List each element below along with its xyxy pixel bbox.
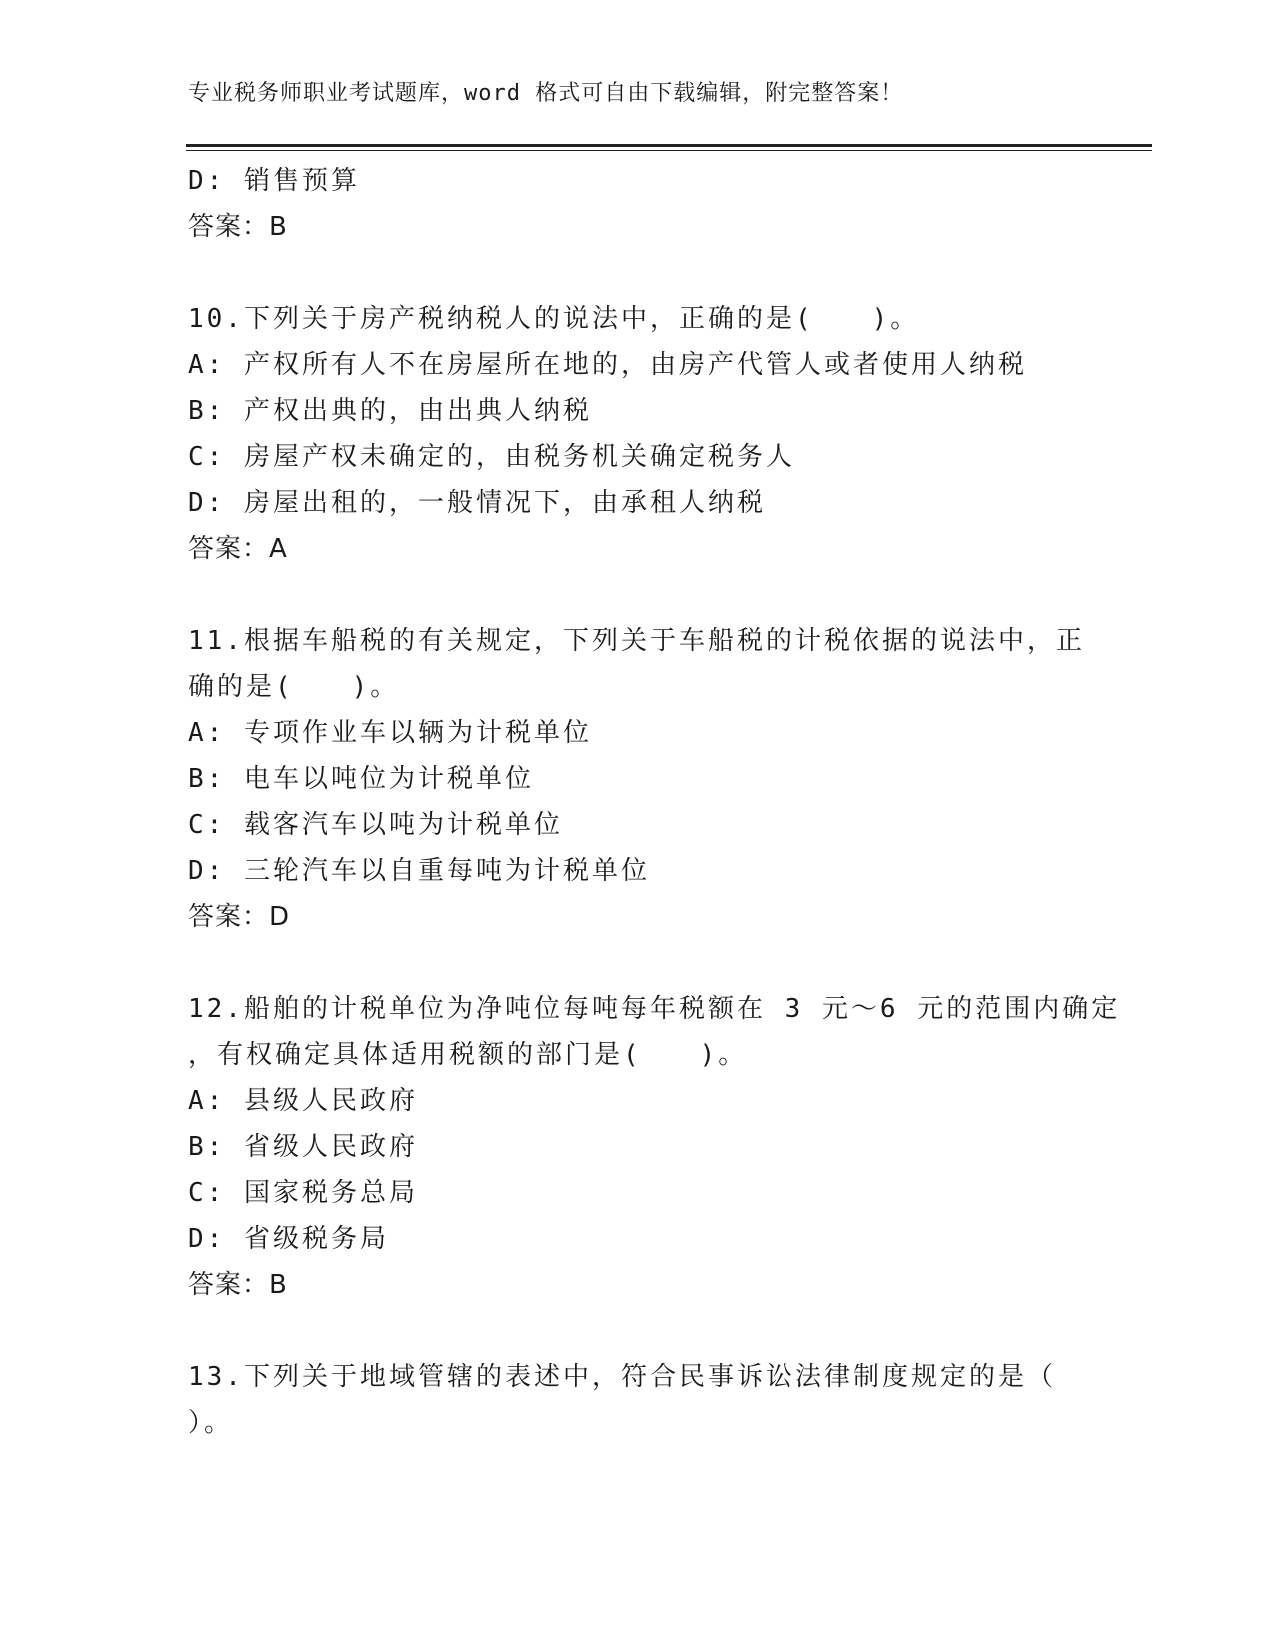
page-header: 专业税务师职业考试题库，word 格式可自由下载编辑，附完整答案！ (188, 81, 904, 106)
question-11 (188, 618, 1088, 940)
prev-option-d: D: 销售预算 (188, 166, 360, 196)
question-stem: 13.下列关于地域管辖的表述中，符合民事诉讼法律制度规定的是（ (188, 1362, 1056, 1392)
header-rule-thick (186, 144, 1152, 147)
question-12 (188, 986, 1121, 1308)
spacer (188, 250, 1088, 296)
option-a: A: 县级人民政府 (188, 1086, 418, 1116)
option-c: C: 国家税务总局 (188, 1178, 418, 1208)
question-stem: 10.下列关于房产税纳税人的说法中，正确的是( )。 (188, 304, 920, 334)
answer: 答案：A (188, 534, 288, 564)
answer: 答案：B (188, 1270, 288, 1300)
question-stem: 11.根据车船税的有关规定，下列关于车船税的计税依据的说法中，正 (188, 626, 1085, 656)
option-d: D: 房屋出租的，一般情况下，由承租人纳税 (188, 488, 766, 518)
option-a: A: 专项作业车以辆为计税单位 (188, 718, 592, 748)
option-b: B: 省级人民政府 (188, 1132, 418, 1162)
answer: 答案：D (188, 902, 291, 932)
spacer (188, 940, 1088, 986)
option-d: D: 三轮汽车以自重每吨为计税单位 (188, 856, 650, 886)
question-10 (188, 296, 1088, 572)
question-content (188, 158, 1121, 1446)
option-d: D: 省级税务局 (188, 1224, 389, 1254)
question-stem-cont: ）。 (188, 1408, 234, 1438)
question-stem-cont: ，有权确定具体适用税额的部门是( )。 (188, 1040, 748, 1070)
option-c: C: 房屋产权未确定的，由税务机关确定税务人 (188, 442, 795, 472)
option-b: B: 电车以吨位为计税单位 (188, 764, 534, 794)
spacer (188, 572, 1088, 618)
question-13 (188, 1354, 1088, 1446)
question-stem-cont: 确的是( )。 (188, 672, 400, 702)
header-rule-thin (186, 150, 1152, 151)
option-a: A: 产权所有人不在房屋所在地的，由房产代管人或者使用人纳税 (188, 350, 1027, 380)
question-stem: 12.船舶的计税单位为净吨位每吨每年税额在 3 元～6 元的范围内确定 (188, 994, 1121, 1024)
option-c: C: 载客汽车以吨为计税单位 (188, 810, 563, 840)
option-b: B: 产权出典的，由出典人纳税 (188, 396, 592, 426)
prev-answer: 答案：B (188, 212, 288, 242)
spacer (188, 1308, 1088, 1354)
